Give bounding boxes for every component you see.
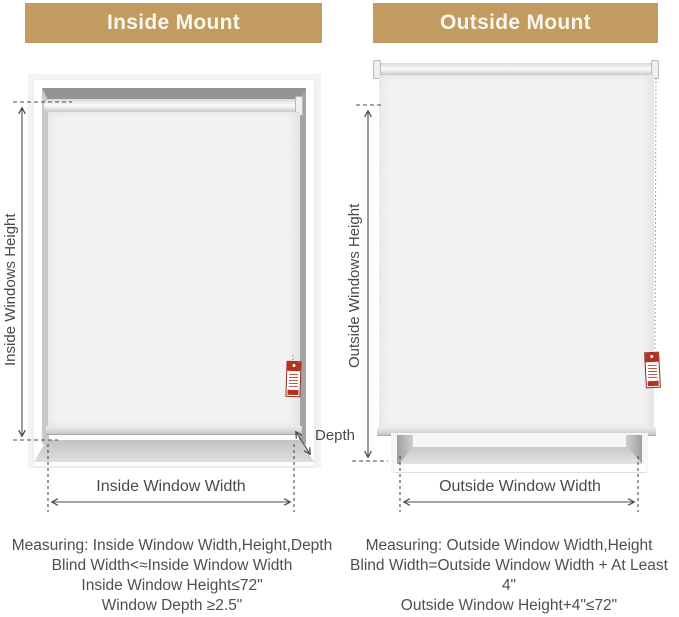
tag-text-lines [648,363,658,380]
inside-width-label: Inside Window Width [96,478,246,495]
note-line: Inside Window Height≤72" [81,577,263,594]
outside-mount-banner [373,3,658,43]
outside-window-sill [399,447,642,464]
note-line: Outside Window Height+4"≤72" [400,597,618,614]
inside-measuring-notes [6,536,338,616]
inside-window-sill [34,440,314,462]
inside-roller-tube [44,99,302,113]
outside-height-label: Outside Windows Height [346,203,363,368]
note-line: Blind Width<≈Inside Window Width [51,557,293,574]
inside-height-label: Inside Windows Height [2,213,19,366]
depth-label: Depth [315,427,356,444]
outside-measuring-notes [344,536,674,616]
inside-mount-banner [25,3,322,43]
note-line: Window Depth ≥2.5" [101,597,243,614]
inside-blind-fabric [48,112,300,427]
outside-warning-tag [644,352,661,389]
note-line: Measuring: Inside Window Width,Height,Depth [11,537,333,554]
tag-header [287,362,300,371]
tag-footer [648,381,659,387]
fabric-texture [379,75,654,428]
note-line: Measuring: Outside Window Width,Height [365,537,653,554]
fabric-texture [48,112,300,427]
inside-blind-bottom-bar [46,426,302,435]
outside-width-label: Outside Window Width [439,478,601,495]
tag-header [645,353,658,363]
inside-warning-tag [285,361,301,398]
tag-text-lines [289,372,299,389]
inside-mount-title: Inside Mount [106,11,241,34]
outside-sill-front [395,464,646,473]
outside-blind-fabric [379,75,654,428]
note-line: Blind Width=Outside Window Width + At Least 4" [350,557,668,594]
outside-mount-title: Outside Mount [440,11,591,34]
tag-footer [287,390,298,395]
